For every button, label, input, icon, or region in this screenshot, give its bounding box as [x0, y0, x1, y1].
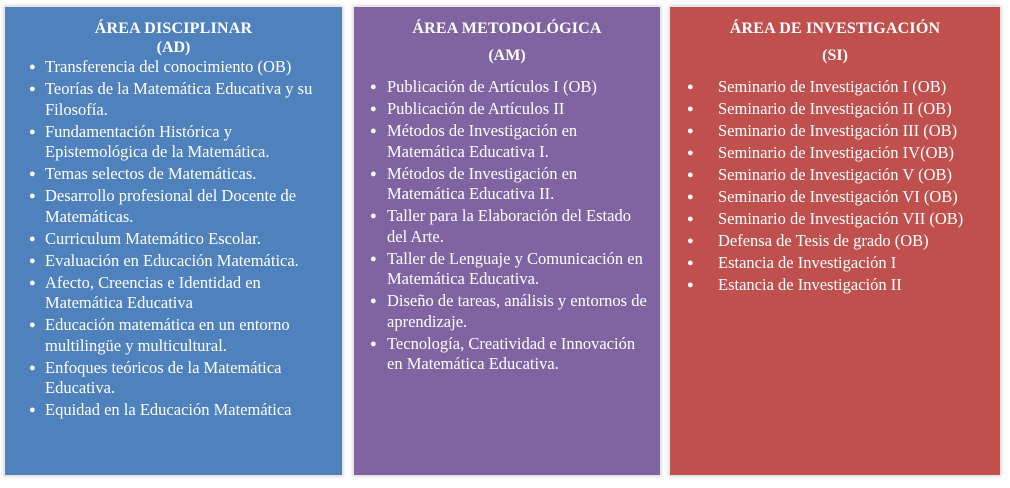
list-item-label: Métodos de Investigación en Matemática Educativa I.	[387, 121, 578, 161]
bullet-icon: ●	[29, 232, 36, 245]
bullet-icon: ●	[370, 252, 377, 265]
list-item	[5, 57, 342, 78]
list-item-label: Transferencia del conocimiento (OB)	[45, 57, 292, 76]
bullet-icon: ●	[370, 81, 377, 93]
list-item	[5, 400, 342, 421]
panel-code-am: (AM)	[488, 47, 526, 64]
course-list-si	[670, 77, 1000, 296]
panel-area-disciplinar	[4, 6, 343, 476]
panel-code-si: (SI)	[822, 47, 848, 64]
bullet-icon: ●	[687, 279, 694, 291]
list-item-label: Seminario de Investigación IV(OB)	[718, 143, 954, 162]
bullet-icon: ●	[29, 276, 36, 289]
list-item	[354, 121, 660, 162]
list-item	[670, 187, 1000, 208]
list-item	[5, 251, 342, 272]
list-item-label: Equidad en la Educación Matemática	[45, 400, 292, 419]
bullet-icon: ●	[29, 125, 36, 138]
list-item	[354, 291, 660, 332]
list-item-label: Tecnología, Creatividad e Innovación en Matemática Educativa.	[387, 333, 636, 373]
list-item-label: Seminario de Investigación VI (OB)	[718, 187, 958, 206]
list-item	[354, 249, 660, 290]
panel-area-metodologica	[353, 6, 661, 476]
list-item-label: Publicación de Artículos II	[387, 99, 565, 118]
list-item	[5, 164, 342, 185]
bullet-icon: ●	[29, 361, 36, 374]
bullet-icon: ●	[370, 103, 377, 115]
list-item	[670, 143, 1000, 164]
bullet-icon: ●	[687, 103, 694, 115]
list-item-label: Educación matemática en un entorno multilingüe y multicultural.	[45, 315, 290, 355]
list-item-label: Fundamentación Histórica y Epistemológica de la Matemática.	[45, 121, 270, 161]
bullet-icon: ●	[687, 213, 694, 225]
bullet-icon: ●	[29, 190, 36, 202]
list-item	[670, 275, 1000, 296]
list-item	[354, 334, 660, 375]
list-item-label: Diseño de tareas, análisis y entornos de aprendizaje.	[387, 291, 647, 331]
bullet-icon: ●	[370, 167, 377, 180]
list-item-label: Temas selectos de Matemáticas.	[45, 164, 257, 183]
list-item	[354, 77, 660, 98]
list-item	[670, 77, 1000, 98]
list-item	[354, 99, 660, 120]
panel-title-si: ÁREA DE INVESTIGACIÓN	[729, 20, 941, 37]
list-item-label: Desarrollo profesional del Docente de Matemáticas.	[45, 186, 297, 226]
list-item-label: Evaluación en Educación Matemática.	[45, 250, 299, 270]
list-item	[5, 273, 342, 314]
list-item-label: Teorías de la Matemática Educativa y su Filosofía.	[45, 79, 313, 119]
list-item	[5, 358, 342, 399]
bullet-icon: ●	[370, 125, 377, 137]
bullet-icon: ●	[687, 169, 694, 181]
bullet-icon: ●	[370, 337, 377, 350]
list-item	[670, 253, 1000, 274]
list-item-label: Seminario de Investigación I (OB)	[718, 77, 947, 96]
list-item-label: Enfoques teóricos de la Matemática Educativa.	[45, 357, 282, 397]
list-item	[5, 79, 342, 120]
list-item-label: Seminario de Investigación VII (OB)	[718, 209, 964, 228]
bullet-icon: ●	[687, 235, 694, 247]
list-item	[5, 229, 342, 250]
list-item-label: Curriculum Matemático Escolar.	[45, 228, 261, 248]
bullet-icon: ●	[687, 81, 694, 93]
list-item-label: Publicación de Artículos I (OB)	[387, 77, 597, 96]
panel-title-ad: ÁREA DISCIPLINAR	[94, 20, 253, 37]
bullet-icon: ●	[687, 191, 694, 203]
bullet-icon: ●	[29, 254, 36, 267]
list-item-label: Taller para la Elaboración del Estado del Arte.	[387, 206, 631, 246]
course-list-ad	[5, 57, 342, 421]
list-item	[5, 186, 342, 227]
list-item-label: Seminario de Investigación II (OB)	[718, 99, 952, 118]
list-item	[354, 164, 660, 205]
list-item	[670, 231, 1000, 252]
list-item-label: Métodos de Investigación en Matemática Educativa II.	[387, 163, 578, 203]
bullet-icon: ●	[687, 125, 694, 137]
list-item	[670, 209, 1000, 230]
bullet-icon: ●	[29, 83, 36, 95]
list-item-label: Afecto, Creencias e Identidad en Matemática Educativa	[45, 272, 261, 312]
list-item	[670, 165, 1000, 186]
bullet-icon: ●	[29, 404, 36, 416]
list-item	[670, 121, 1000, 142]
list-item-label: Taller de Lenguaje y Comunicación en Matemática Educativa.	[387, 248, 643, 288]
course-list-am	[354, 77, 660, 375]
bullet-icon: ●	[687, 147, 694, 159]
bullet-icon: ●	[370, 210, 377, 222]
bullet-icon: ●	[29, 61, 36, 73]
bullet-icon: ●	[29, 319, 36, 331]
panel-title-am: ÁREA METODOLÓGICA	[412, 20, 602, 37]
list-item-label: Estancia de Investigación II	[718, 275, 902, 294]
list-item-label: Defensa de Tesis de grado (OB)	[718, 231, 929, 250]
list-item-label: Estancia de Investigación I	[718, 253, 897, 272]
bullet-icon: ●	[687, 257, 694, 269]
list-item-label: Seminario de Investigación III (OB)	[718, 121, 958, 140]
list-item-label: Seminario de Investigación V (OB)	[718, 165, 953, 184]
bullet-icon: ●	[29, 168, 36, 180]
list-item	[5, 315, 342, 356]
panel-code-ad: (AD)	[156, 39, 191, 56]
bullet-icon: ●	[370, 295, 377, 307]
list-item	[5, 122, 342, 163]
list-item	[670, 99, 1000, 120]
panel-area-investigacion	[669, 6, 1001, 476]
list-item	[354, 206, 660, 247]
